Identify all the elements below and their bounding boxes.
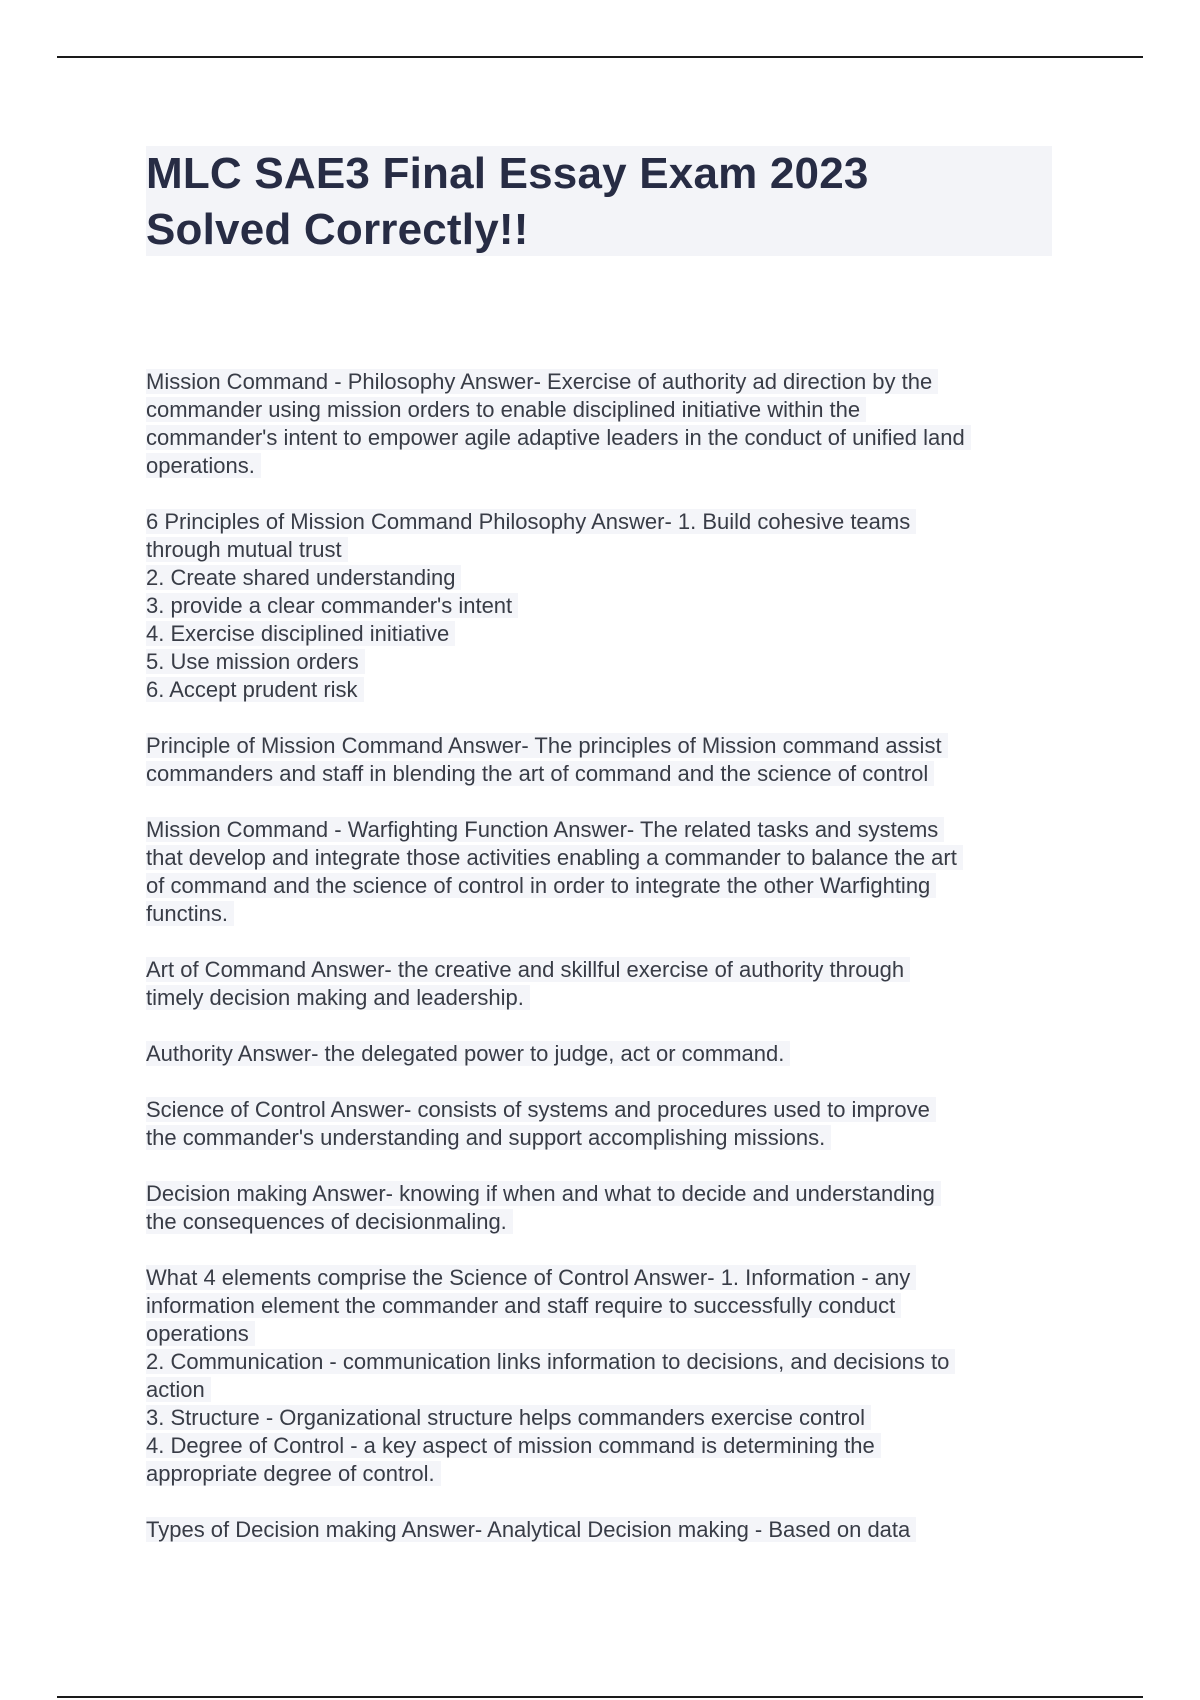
entry-line: Mission Command - Warfighting Function Answer- The related tasks and systems: [146, 817, 944, 842]
entry-line: Decision making Answer- knowing if when and what to decide and understanding: [146, 1181, 941, 1206]
entry-line: Mission Command - Philosophy Answer- Exercise of authority ad direction by the: [146, 369, 938, 394]
entry-line: 2. Create shared understanding: [146, 565, 461, 590]
entry-line: the consequences of decisionmaling.: [146, 1209, 513, 1234]
entry-line: 3. Structure - Organizational structure helps commanders exercise control: [146, 1405, 871, 1430]
bottom-rule: [57, 1696, 1143, 1698]
title-box: [146, 146, 1052, 256]
entry-line: operations.: [146, 453, 261, 478]
entry-line: 4. Degree of Control - a key aspect of mission command is determining the: [146, 1433, 881, 1458]
entry-line: Authority Answer- the delegated power to judge, act or command.: [146, 1041, 790, 1066]
entry-line: of command and the science of control in order to integrate the other Warfighting: [146, 873, 936, 898]
entry-line: 5. Use mission orders: [146, 649, 365, 674]
entry-line: functins.: [146, 901, 234, 926]
page-title: [146, 146, 1052, 258]
entry-line: 6 Principles of Mission Command Philosophy Answer- 1. Build cohesive teams: [146, 509, 916, 534]
entry-line: commanders and staff in blending the art of command and the science of control: [146, 761, 934, 786]
title-line: Solved Correctly!!: [146, 205, 529, 254]
qa-entry: [146, 816, 1066, 928]
qa-entry: [146, 1096, 1066, 1152]
qa-entry: [146, 956, 1066, 1012]
entry-line: commander using mission orders to enable disciplined initiative within the: [146, 397, 866, 422]
entry-line: Science of Control Answer- consists of systems and procedures used to improve: [146, 1097, 936, 1122]
entry-line: 4. Exercise disciplined initiative: [146, 621, 455, 646]
qa-entry: [146, 1040, 1066, 1068]
document-body: [146, 368, 1066, 1572]
entry-line: 3. provide a clear commander's intent: [146, 593, 518, 618]
entry-line: the commander's understanding and support accomplishing missions.: [146, 1125, 831, 1150]
entry-line: through mutual trust: [146, 537, 348, 562]
entry-line: information element the commander and staff require to successfully conduct: [146, 1293, 901, 1318]
entry-line: Principle of Mission Command Answer- The principles of Mission command assist: [146, 733, 948, 758]
qa-entry: [146, 1516, 1066, 1544]
qa-entry: [146, 1264, 1066, 1488]
qa-entry: [146, 508, 1066, 704]
entry-line: operations: [146, 1321, 255, 1346]
qa-entry: [146, 1180, 1066, 1236]
entry-line: 2. Communication - communication links information to decisions, and decisions to: [146, 1349, 955, 1374]
qa-entry: [146, 368, 1066, 480]
entry-line: timely decision making and leadership.: [146, 985, 530, 1010]
entry-line: 6. Accept prudent risk: [146, 677, 364, 702]
entry-line: Types of Decision making Answer- Analytical Decision making - Based on data: [146, 1517, 916, 1542]
entry-line: that develop and integrate those activities enabling a commander to balance the art: [146, 845, 963, 870]
entry-line: commander's intent to empower agile adaptive leaders in the conduct of unified land: [146, 425, 971, 450]
qa-entry: [146, 732, 1066, 788]
top-rule: [57, 56, 1143, 58]
entry-line: action: [146, 1377, 211, 1402]
entry-line: Art of Command Answer- the creative and skillful exercise of authority through: [146, 957, 910, 982]
title-line: MLC SAE3 Final Essay Exam 2023: [146, 149, 869, 198]
entry-line: What 4 elements comprise the Science of Control Answer- 1. Information - any: [146, 1265, 916, 1290]
entry-line: appropriate degree of control.: [146, 1461, 441, 1486]
